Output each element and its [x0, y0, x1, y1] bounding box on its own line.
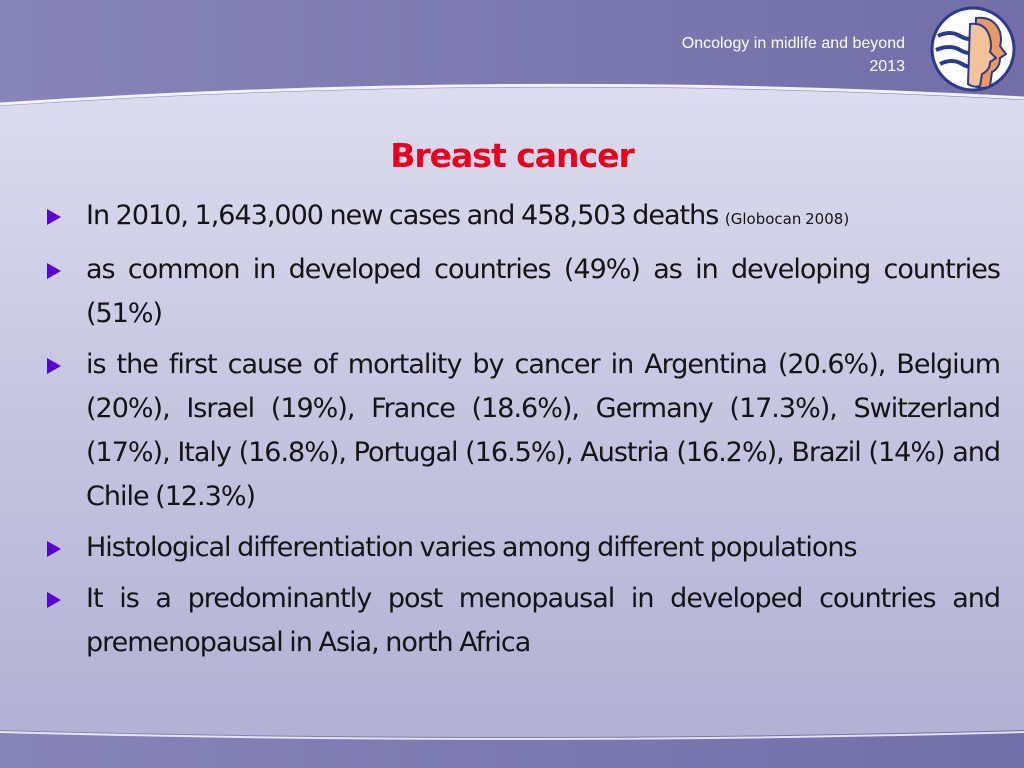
bullet-text: Histological differentiation varies among different populations	[86, 532, 857, 563]
profile-heads-logo-icon	[930, 6, 1016, 92]
triangle-bullet-icon	[47, 209, 61, 225]
triangle-bullet-icon	[47, 263, 61, 279]
triangle-bullet-icon	[47, 358, 61, 374]
bullet-item	[44, 343, 1000, 519]
bullet-list	[44, 194, 1000, 672]
header-caption	[682, 32, 905, 78]
bullet-text: is the first cause of mortality by cancer in Argentina (20.6%), Belgium (20%), Israel (19%), France (18.6%), Germany (17.3%), Switzerland (17%), Italy (16.8%), Portugal (16.5%), Austria (16.2%), Brazil (14%) and Chile (12.3%)	[86, 349, 1000, 512]
bullet-item	[44, 248, 1000, 336]
bullet-text: as common in developed countries (49%) as in developing countries (51%)	[86, 254, 1000, 329]
bullet-source-note: (Globocan 2008)	[724, 210, 850, 228]
bullet-text: In 2010, 1,643,000 new cases and 458,503 deaths	[86, 200, 719, 231]
bullet-item	[44, 577, 1000, 665]
slide-title: Breast cancer	[390, 136, 634, 175]
header-line-2: 2013	[869, 58, 905, 75]
bullet-item	[44, 526, 1000, 570]
header-line-1: Oncology in midlife and beyond	[681, 35, 905, 52]
bullet-item	[44, 194, 1000, 241]
triangle-bullet-icon	[47, 592, 61, 608]
bullet-text: It is a predominantly post menopausal in developed countries and premenopausal in Asia, north Africa	[86, 583, 1000, 658]
triangle-bullet-icon	[47, 541, 61, 557]
